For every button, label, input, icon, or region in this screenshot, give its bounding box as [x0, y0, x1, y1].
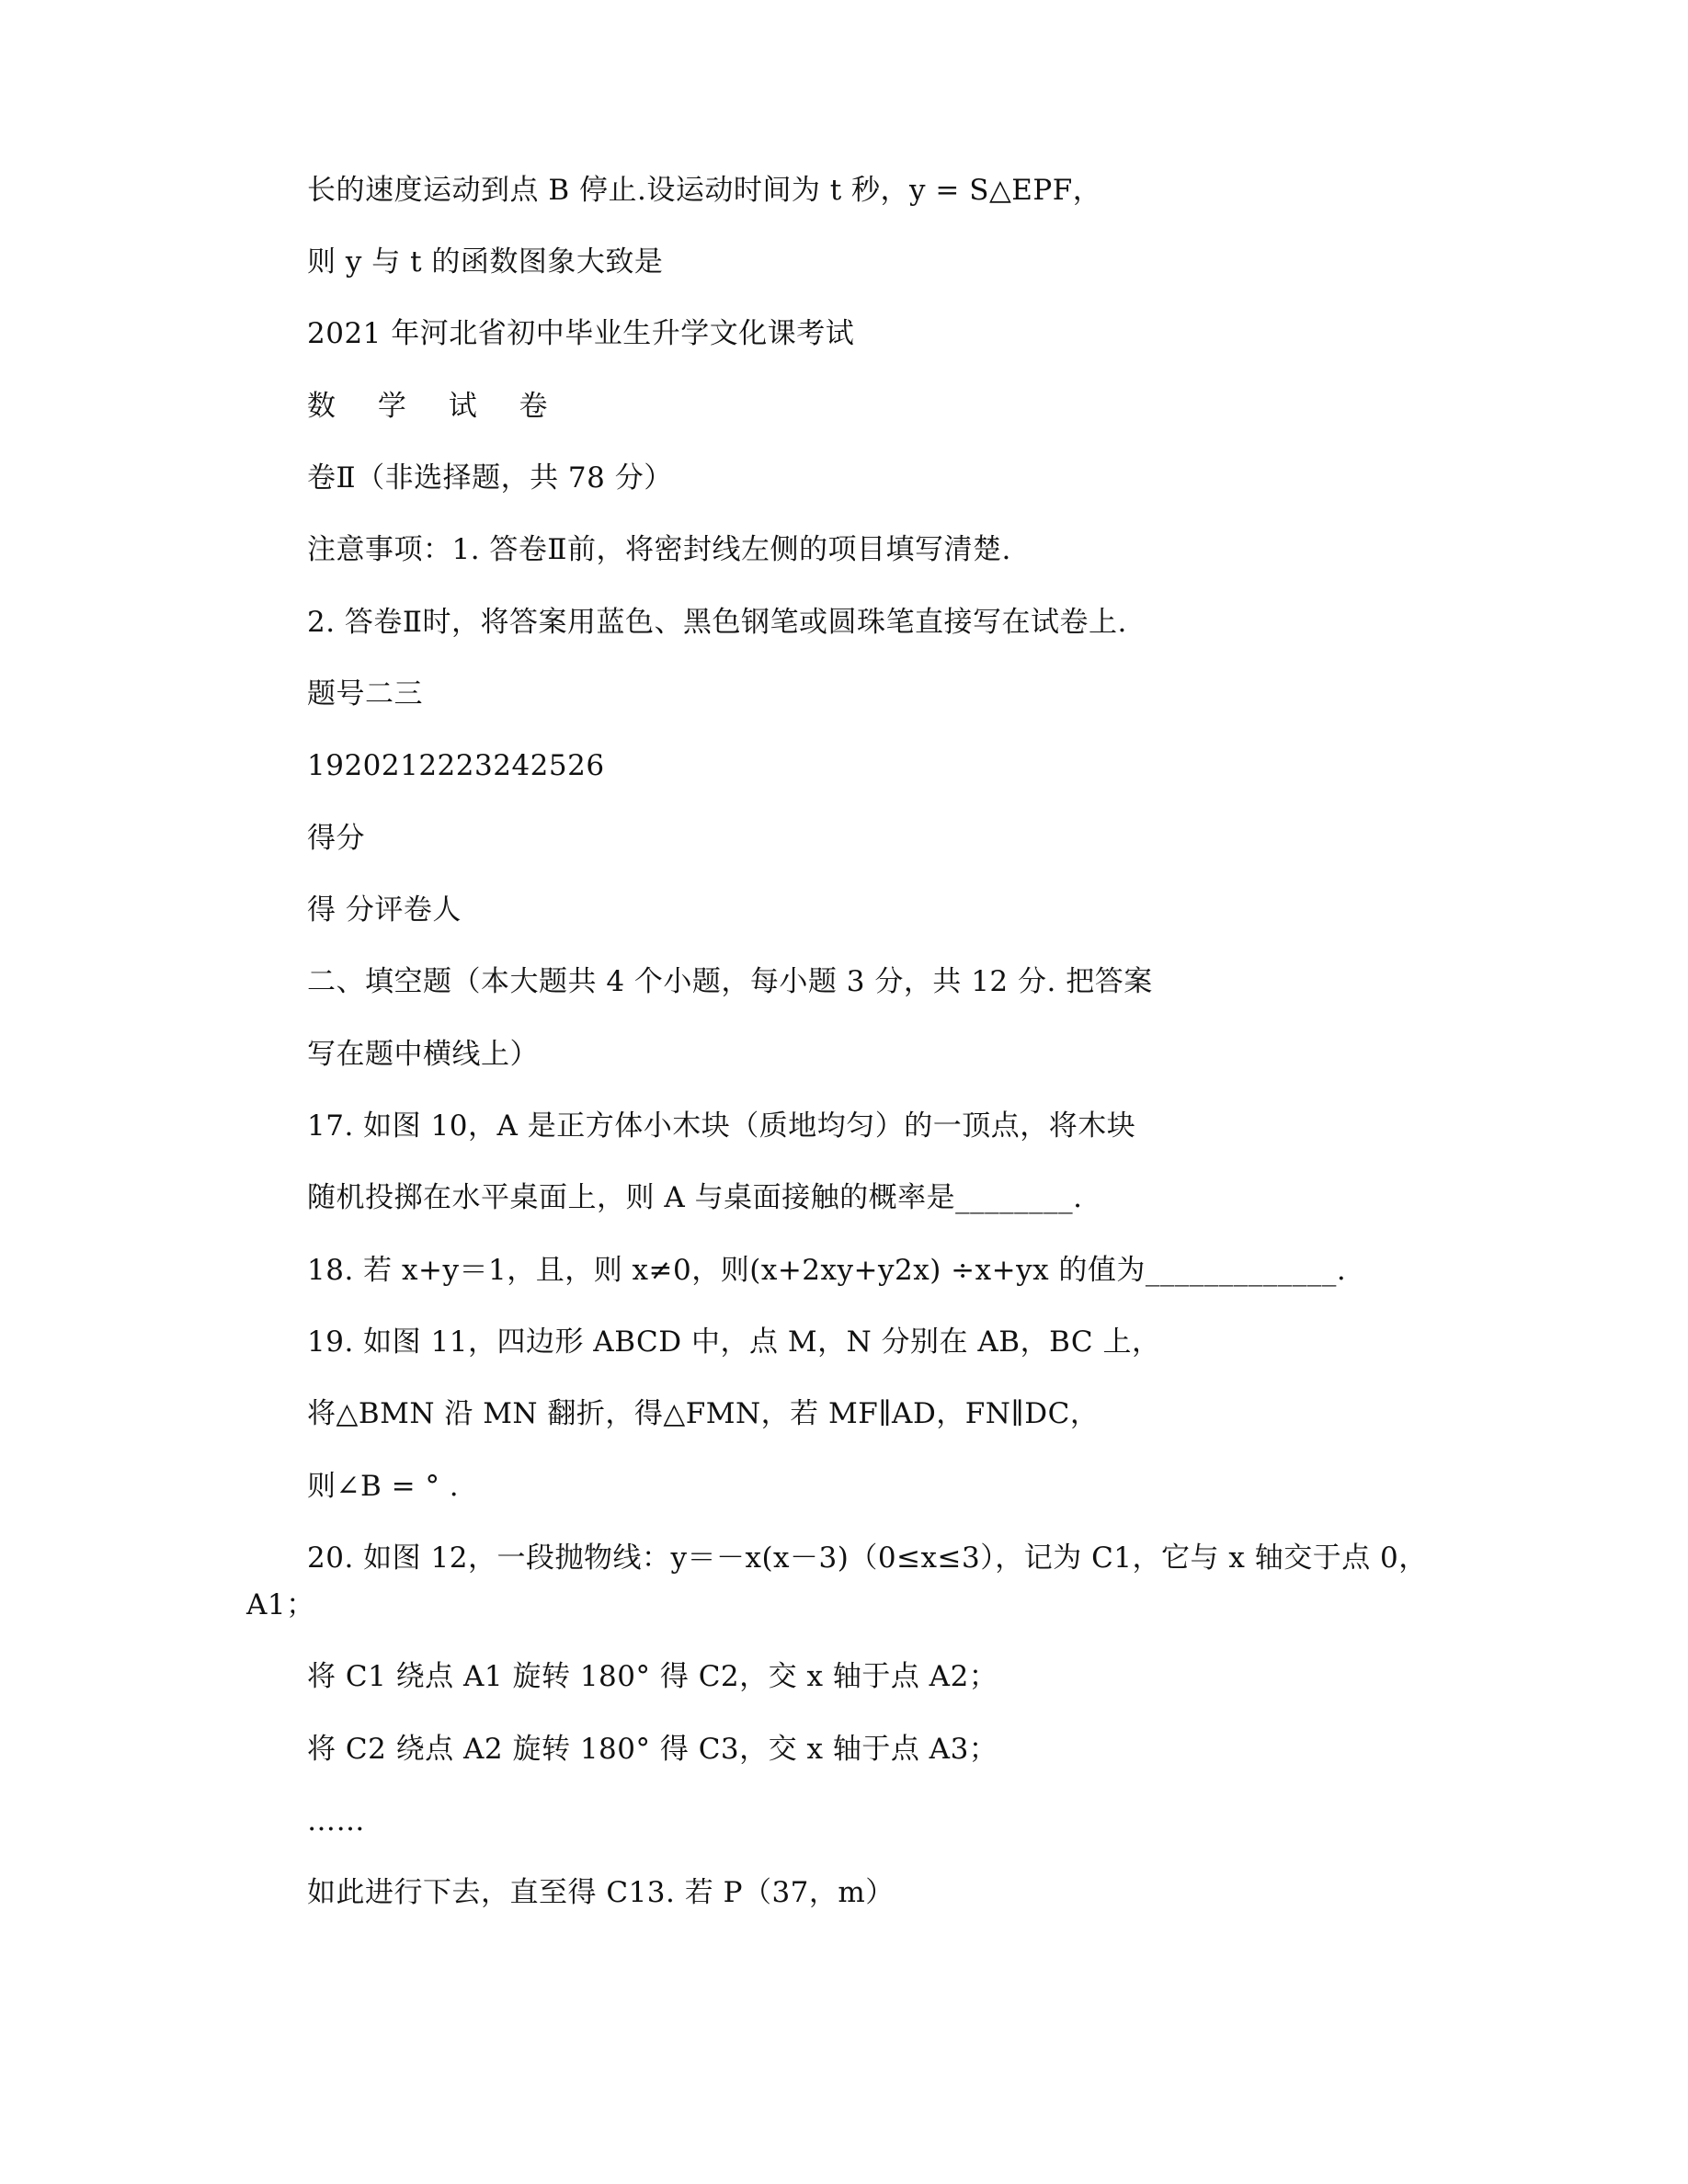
notice-1: 注意事项：1. 答卷Ⅱ前，将密封线左侧的项目填写清楚.: [307, 533, 1011, 566]
question-17: 17. 如图 10，A 是正方体小木块（质地均匀）的一顶点，将木块: [307, 1109, 1136, 1143]
notice-2: 2. 答卷Ⅱ时，将答案用蓝色、黑色钢笔或圆珠笔直接写在试卷上.: [307, 606, 1127, 639]
exam-subject: 数 学 试 卷: [307, 390, 565, 423]
question-20-end: 如此进行下去，直至得 C13. 若 P（37，m）: [307, 1876, 895, 1909]
question-17-cont: 随机投掷在水平桌面上，则 A 与桌面接触的概率是________.: [307, 1181, 1083, 1214]
question-19-cont-2: 则∠B = ° .: [307, 1470, 460, 1503]
section-heading: 卷Ⅱ（非选择题，共 78 分）: [307, 461, 673, 495]
grader-label: 得 分评卷人: [307, 893, 462, 927]
exam-title: 2021 年河北省初中毕业生升学文化课考试: [307, 317, 855, 350]
question-20-wrap: A1；: [246, 1588, 315, 1621]
fill-blank-heading: 二、填空题（本大题共 4 个小题，每小题 3 分，共 12 分. 把答案: [307, 965, 1153, 998]
question-18: 18. 若 x+y＝1，且，则 x≠0，则(x+2xy+y2x) ÷x+yx 的值为_____________.: [307, 1254, 1347, 1287]
question-20-ellipsis: ……: [307, 1804, 365, 1837]
question-19: 19. 如图 11，四边形 ABCD 中，点 M，N 分别在 AB，BC 上，: [307, 1325, 1161, 1359]
question-20-step-1: 将 C1 绕点 A1 旋转 180° 得 C2，交 x 轴于点 A2；: [307, 1660, 998, 1693]
question-19-cont-1: 将△BMN 沿 MN 翻折，得△FMN，若 MF∥AD，FN∥DC，: [307, 1397, 1100, 1430]
question-20-step-2: 将 C2 绕点 A2 旋转 180° 得 C3，交 x 轴于点 A3；: [307, 1733, 998, 1766]
score-table-numbers: 1920212223242526: [307, 749, 605, 782]
text-line-2: 则 y 与 t 的函数图象大致是: [307, 245, 664, 279]
question-20: 20. 如图 12，一段抛物线：y＝－x(x－3)（0≤x≤3），记为 C1，它与 x 轴交于点 0，: [307, 1541, 1428, 1575]
fill-blank-heading-cont: 写在题中横线上）: [307, 1038, 539, 1071]
text-line-1: 长的速度运动到点 B 停止.设运动时间为 t 秒，y = S△EPF，: [307, 174, 1102, 207]
score-label: 得分: [307, 822, 365, 855]
score-table-header: 题号二三: [307, 677, 423, 711]
